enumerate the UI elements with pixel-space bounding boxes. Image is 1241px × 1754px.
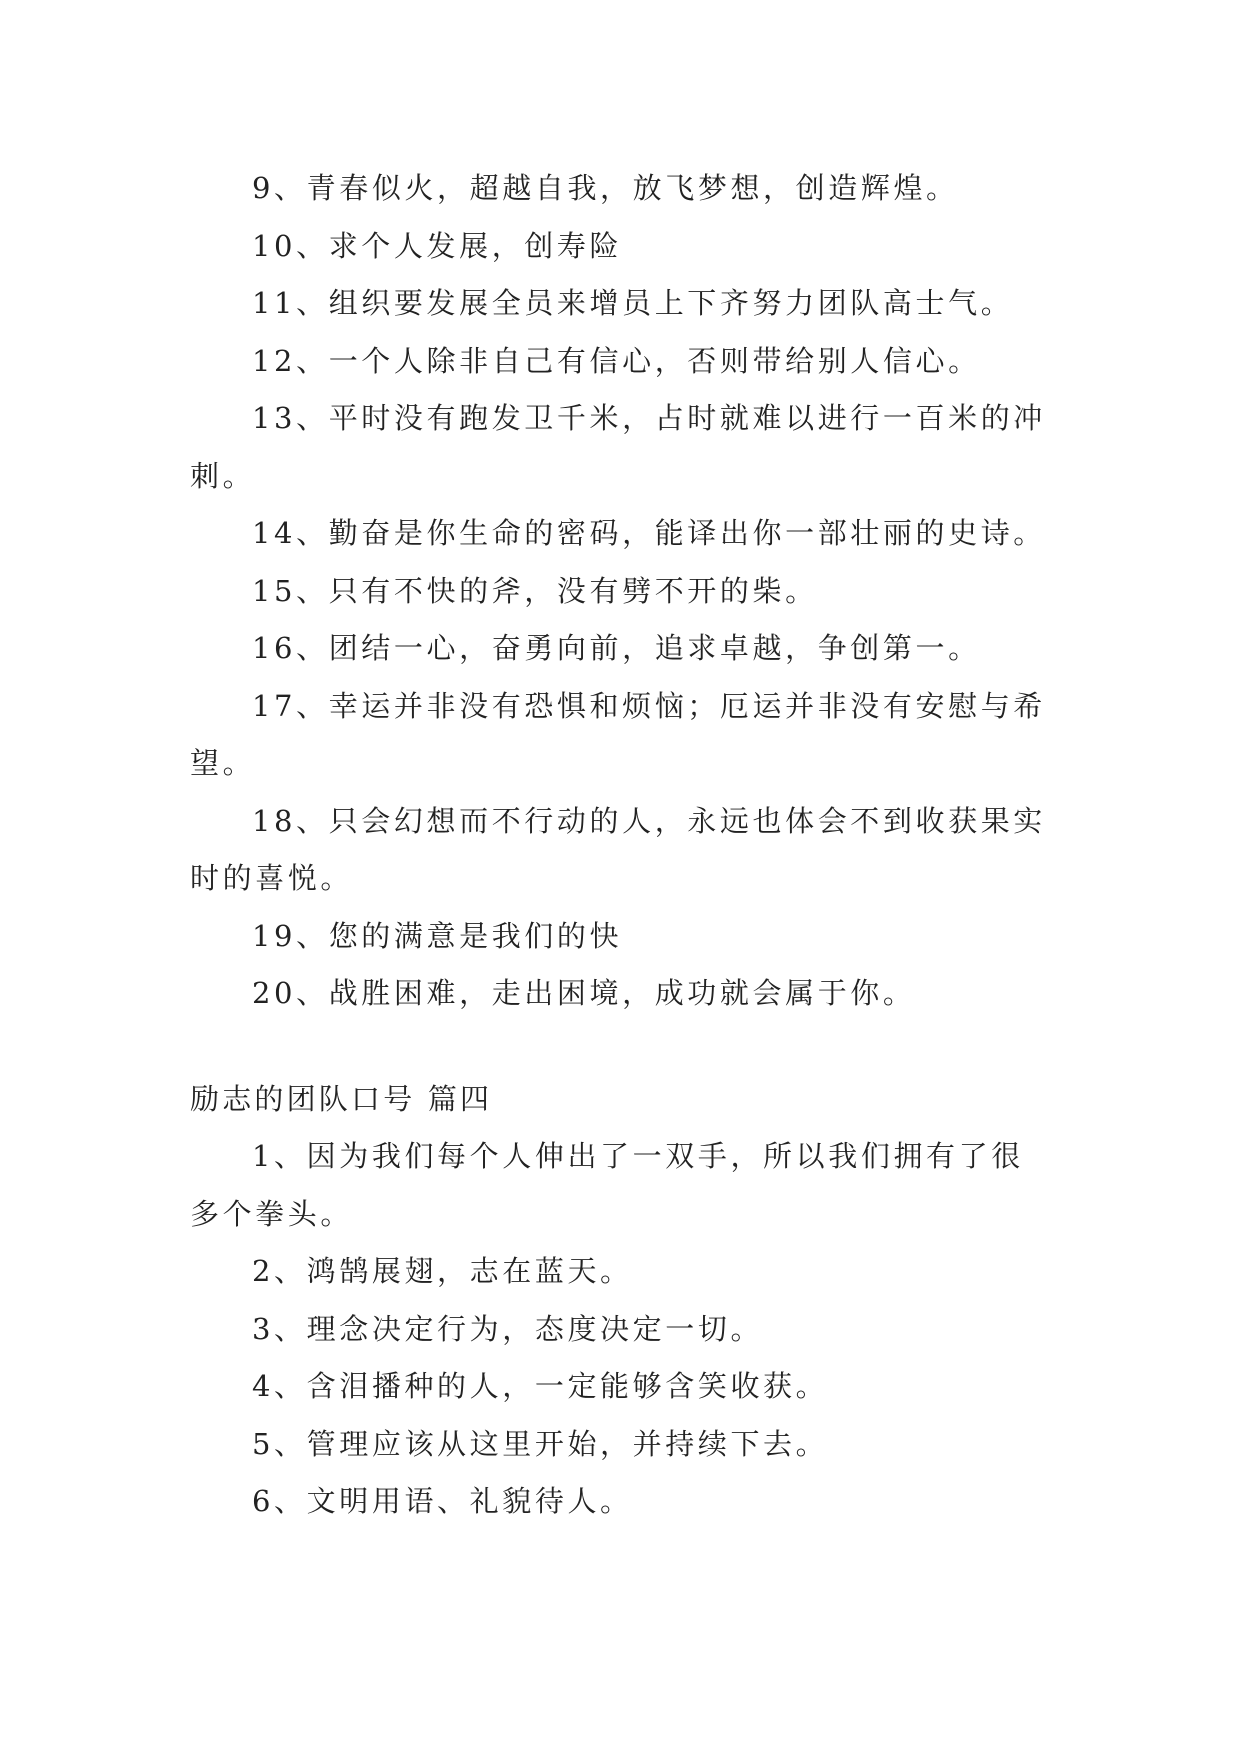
slogan-item-5: 5、管理应该从这里开始，并持续下去。 <box>252 1426 829 1461</box>
slogan-item-11: 11、组织要发展全员来增员上下齐努力团队高士气。 <box>252 286 1014 320</box>
slogan-item-12: 12、一个人除非自己有信心，否则带给别人信心。 <box>252 343 981 378</box>
slogan-item-17: 17、幸运并非没有恐惧和烦恼；厄运并非没有安慰与希望。 <box>190 688 1046 780</box>
slogan-item-14: 14、勤奋是你生命的密码，能译出你一部壮丽的史诗。 <box>252 516 1046 550</box>
slogan-item-13: 13、平时没有跑发卫千米，占时就难以进行一百米的冲刺。 <box>190 401 1046 493</box>
slogan-item-6: 6、文明用语、礼貌待人。 <box>252 1484 633 1518</box>
slogan-item-2: 2、鸿鹄展翅，志在蓝天。 <box>252 1254 633 1288</box>
section-gap <box>190 1023 1050 1071</box>
slogan-item-16: 16、团结一心，奋勇向前，追求卓越，争创第一。 <box>252 631 981 665</box>
slogan-item-1: 1、因为我们每个人伸出了一双手，所以我们拥有了很多个拳头。 <box>190 1139 1024 1231</box>
slogan-item-18: 18、只会幻想而不行动的人，永远也体会不到收获果实时的喜悦。 <box>190 803 1046 895</box>
slogan-item-3: 3、理念决定行为，态度决定一切。 <box>252 1311 764 1346</box>
slogan-item-20: 20、战胜困难，走出困境，成功就会属于你。 <box>252 976 916 1010</box>
slogan-item-9: 9、青春似火，超越自我，放飞梦想，创造辉煌。 <box>252 171 959 205</box>
section-heading: 励志的团队口号 篇四 <box>190 1081 493 1116</box>
slogan-item-4: 4、含泪播种的人，一定能够含笑收获。 <box>252 1369 829 1403</box>
document-content <box>190 160 1050 1531</box>
slogan-item-15: 15、只有不快的斧，没有劈不开的柴。 <box>252 573 818 608</box>
slogan-item-19: 19、您的满意是我们的快 <box>252 918 623 953</box>
slogan-item-10: 10、求个人发展，创寿险 <box>252 228 623 263</box>
